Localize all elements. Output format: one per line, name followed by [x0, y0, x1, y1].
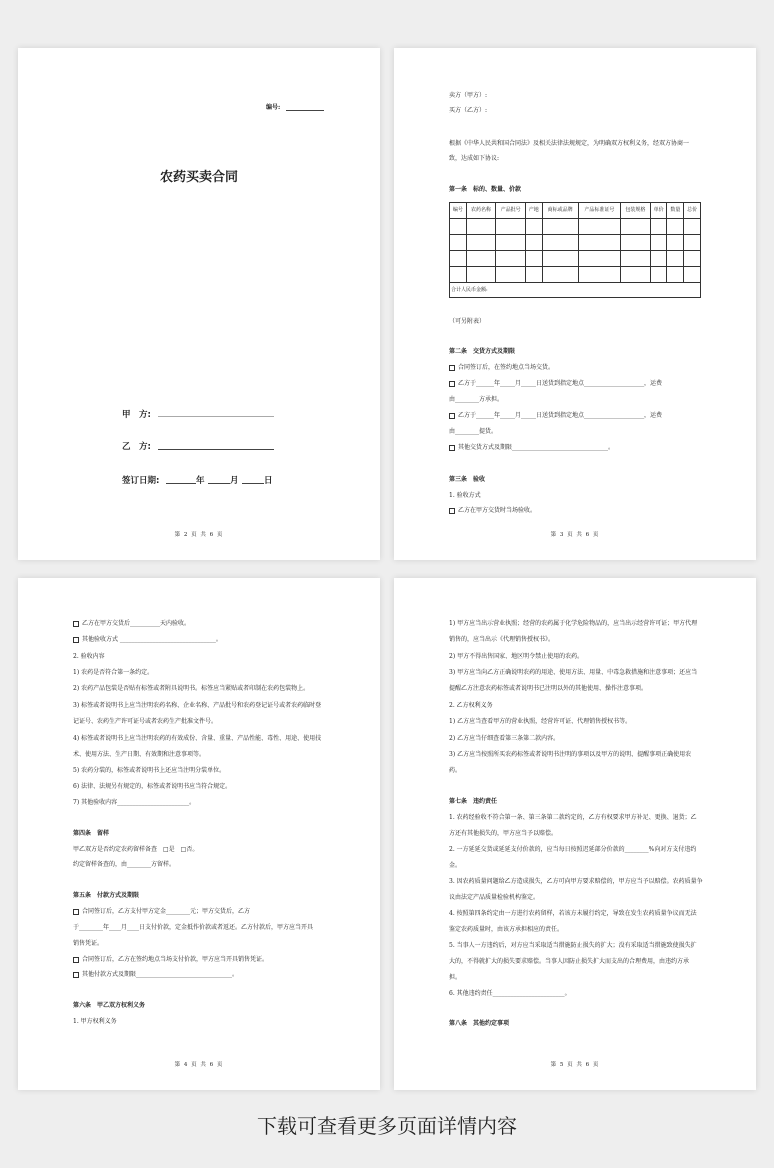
body-line: 1) 乙方应当查看甲方的营业执照，经营许可证、代理销售授权书等。	[449, 718, 632, 725]
section-heading: 第六条 甲乙双方权利义务	[73, 1002, 146, 1009]
inspect-option: 乙方在甲方交货后__________天内验收。	[73, 620, 190, 628]
sign-day-label: 日	[264, 476, 273, 486]
checkbox-icon	[449, 413, 455, 419]
payment-option: 其他付款方式及期限________________________________。	[73, 971, 238, 979]
contract-page-4	[18, 578, 380, 1090]
body-line: 1. 农药经验收不符合第一条、第三条第二款约定的，乙方有权要求甲方补足、更换、退货；乙	[449, 814, 697, 821]
seller-line: 卖方（甲方）:	[449, 92, 488, 99]
body-line: 记证号、农药生产许可证号或者农药生产批准文件号。	[73, 718, 218, 725]
sign-day-line	[242, 483, 264, 484]
page-footer: 第 4 页 共 6 页	[174, 1062, 224, 1068]
party-b-label: 乙 方:	[122, 442, 151, 452]
body-line: 4. 按照第四条约定由一方进行农药留样，若该方未履行约定，导致在发生农药质量争议而无法	[449, 910, 697, 917]
table-row	[450, 267, 701, 283]
inspect-option: 其他验收方式 ________________________________。	[73, 636, 222, 644]
goods-table	[449, 202, 701, 298]
table-row	[450, 251, 701, 267]
body-line: 销售的，应当出示《代理销售授权书》。	[449, 636, 555, 643]
contract-page-5	[394, 578, 756, 1090]
checkbox-icon	[449, 445, 455, 451]
body-line: 1) 农药是否符合第一条约定。	[73, 669, 154, 676]
section-heading: 第二条 交货方式及期限	[449, 348, 516, 355]
inspect-option: 乙方在甲方交货时当场验收。	[449, 507, 536, 515]
section-heading: 第四条 留样	[73, 830, 110, 837]
body-line: 6. 其他违约责任________________________。	[449, 990, 571, 997]
body-line: 甲乙双方是否约定农药留样备查 □是 □否。	[73, 846, 199, 853]
body-line: 鉴定农药质量时，由该方承担相应的责任。	[449, 926, 564, 933]
table-header: 商标或品牌	[542, 203, 578, 219]
checkbox-icon	[449, 365, 455, 371]
checkbox-icon	[73, 637, 79, 643]
body-line: 6) 法律、法规另有规定的，标签或者说明书应当符合规定。	[73, 783, 232, 790]
body-line: 方还有其他损失的，甲方应当予以赔偿。	[449, 830, 558, 837]
preamble-line: 根据《中华人民共和国合同法》及相关法律法规规定，为明确双方权利义务，经双方协商一	[449, 140, 690, 147]
sign-month-label: 月	[230, 476, 239, 486]
section-heading: 第八条 其他约定事项	[449, 1020, 510, 1027]
table-sum: 合计人民币金额:	[450, 283, 701, 298]
body-line: 5. 当事人一方违约后，对方应当采取适当措施防止损失的扩大；没有采取适当措施致使损失扩	[449, 942, 697, 949]
party-a-label: 甲 方:	[122, 410, 151, 420]
section-heading: 第三条 验收	[449, 476, 486, 483]
sign-year-label: 年	[196, 476, 205, 486]
preamble-line: 致，达成如下协议:	[449, 155, 500, 162]
payment-option: 合同签订后，乙方支付甲方定金________元；甲方交货后，乙方	[73, 908, 250, 916]
sign-month-line	[208, 483, 230, 484]
section-heading: 第七条 违约责任	[449, 798, 498, 805]
body-line: 3) 乙方应当按照所买农药标签或者说明书注明的事项以及甲方的说明、提醒事项正确使用农	[449, 751, 692, 758]
body-line: 3. 因农药质量问题给乙方造成损失，乙方可向甲方要求赔偿的，甲方应当予以赔偿。农药质量争	[449, 878, 703, 885]
table-header: 包装规格	[621, 203, 651, 219]
body-line: 2. 乙方权利义务	[449, 702, 493, 709]
delivery-option: 其他交货方式及期限________________________________。	[449, 444, 614, 452]
table-header: 数量	[667, 203, 684, 219]
body-line: 5) 农药分装的，标签或者说明书上还应当注明分装单位。	[73, 767, 226, 774]
table-header: 产地	[525, 203, 542, 219]
checkbox-icon	[73, 621, 79, 627]
body-line: 1. 甲方权利义务	[73, 1018, 117, 1025]
table-row	[450, 219, 701, 235]
contract-page-3	[394, 48, 756, 560]
body-line: 提醒乙方注意农药标签或者说明书已注明以外的其他使用、操作注意事项。	[449, 685, 648, 692]
contract-title: 农药买卖合同	[159, 170, 238, 185]
page-footer: 第 5 页 共 6 页	[550, 1062, 600, 1068]
delivery-line: 由________提货。	[449, 428, 498, 435]
body-line: 7) 其他验收内容________________________。	[73, 799, 196, 806]
table-header: 单价	[650, 203, 667, 219]
delivery-line: 由________方承担。	[449, 396, 504, 403]
section-heading: 第五条 付款方式及期限	[73, 892, 140, 899]
body-line: 术、使用方法、生产日期、有效期和注意事项等。	[73, 751, 206, 758]
table-header: 农药名称	[466, 203, 496, 219]
delivery-option: 乙方于______年_____月_____日送货到指定地点____________________，运费	[449, 380, 662, 388]
contract-number-label: 编号:	[266, 104, 281, 111]
body-line: 1) 甲方应当出示营业执照；经营的农药属于化学危险物品的，应当出示经营许可证；甲方代理	[449, 620, 698, 627]
sign-date-label: 签订日期:	[122, 476, 160, 486]
body-line: 金。	[449, 862, 462, 869]
body-line: 大的，不得就扩大的损失要求赔偿。当事人因防止损失扩大而支出的合理费用，由违约方承	[449, 958, 690, 965]
table-sum-row	[450, 283, 701, 298]
body-line: 议由法定产品质量检验机构鉴定。	[449, 894, 540, 901]
body-line: 药。	[449, 767, 462, 774]
body-line: 2) 农药产品包装是否贴有标签或者附具说明书。标签应当紧贴或者印制在农药包装物上。	[73, 685, 310, 692]
body-line: 3) 甲方应当向乙方正确说明农药的用途、使用方法、用量、中毒急救措施和注意事项；还应当	[449, 669, 698, 676]
contract-cover-page	[18, 48, 380, 560]
delivery-option: 合同签订后，在签约地点当场交货。	[449, 364, 554, 372]
body-line: 于________年____月____日支付价款，定金抵作价款或者返还。乙方付款后，甲方应当开具	[73, 924, 314, 931]
contract-number-line	[286, 110, 324, 111]
table-header: 产品标准证号	[578, 203, 620, 219]
party-b-line	[158, 449, 274, 450]
page-footer: 第 3 页 共 6 页	[550, 532, 600, 538]
body-line: 销售凭证。	[73, 940, 104, 947]
body-line: 约定留样备查的，由________方留样。	[73, 861, 176, 868]
body-line: 2) 乙方应当仔细查看第三条第二款内容。	[449, 735, 560, 742]
body-line: 2. 一方延延交货或延延支付价款的，应当每日按照迟延部分价款的________%向对方支付违约	[449, 846, 697, 853]
inspect-line: 1. 验收方式	[449, 492, 481, 499]
delivery-option: 乙方于______年_____月_____日送货到指定地点____________________，运费	[449, 412, 662, 420]
checkbox-icon	[449, 508, 455, 514]
buyer-line: 买方（乙方）:	[449, 107, 488, 114]
checkbox-icon	[73, 972, 79, 978]
body-line: 3) 标签或者说明书上应当注明农药名称、企业名称、产品批号和农药登记证号或者农药临时登	[73, 702, 322, 709]
checkbox-icon	[449, 381, 455, 387]
table-row	[450, 235, 701, 251]
table-header: 总价	[684, 203, 701, 219]
payment-option: 合同签订后，乙方在签约地点当场支付价款，甲方应当开具销售凭证。	[73, 956, 268, 964]
table-header: 产品批号	[496, 203, 526, 219]
section-heading: 第一条 标的、数量、价款	[449, 186, 522, 193]
party-a-line	[158, 416, 274, 417]
table-header: 编号	[450, 203, 467, 219]
table-header-row	[450, 203, 701, 219]
checkbox-icon	[73, 957, 79, 963]
sign-year-line	[166, 483, 196, 484]
checkbox-icon	[73, 909, 79, 915]
body-line: 2. 验收内容	[73, 653, 105, 660]
table-note: （可另附表）	[449, 318, 486, 325]
page-footer: 第 2 页 共 6 页	[174, 532, 224, 538]
download-more-caption: 下载可查看更多页面详情内容	[257, 1114, 517, 1138]
body-line: 担。	[449, 974, 462, 981]
body-line: 2) 甲方不得出售国家、地区明令禁止使用的农药。	[449, 653, 584, 660]
body-line: 4) 标签或者说明书上应当注明农药的有效成份、含量、重量、产品性能、毒性、用途、使用技	[73, 735, 322, 742]
